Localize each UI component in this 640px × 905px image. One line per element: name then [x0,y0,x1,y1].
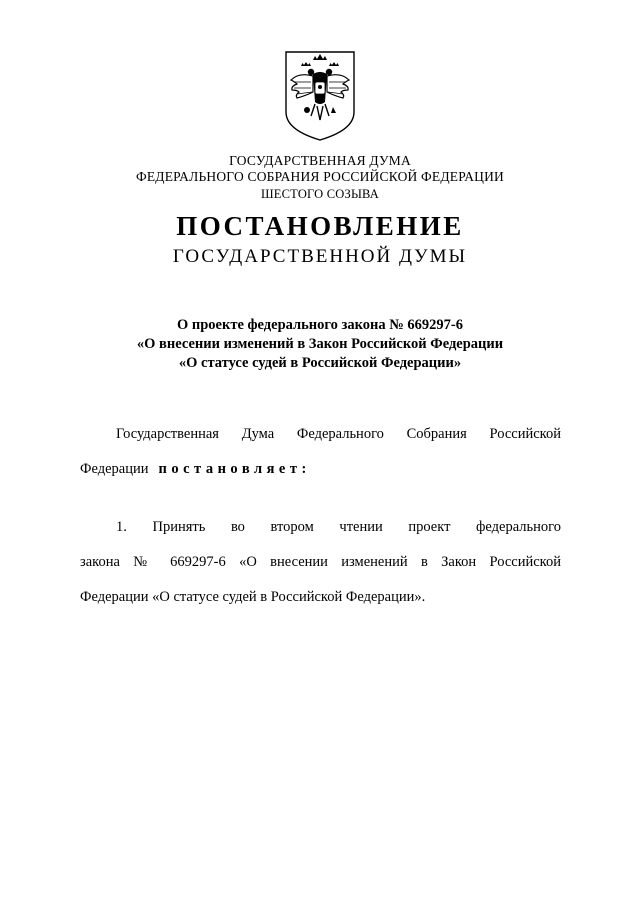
item-1-line-3: Федерации «О статусе судей в Российской Федерации». [80,589,426,605]
subject-line-3: «О статусе судей в Российской Федерации» [178,355,462,371]
intro-paragraph-line-2 [80,460,561,478]
header-assembly: ФЕДЕРАЛЬНОГО СОБРАНИЯ РОССИЙСКОЙ ФЕДЕРАЦИИ [136,169,504,184]
intro-paragraph-line-1: Государственная Дума Федерального Собрания Российской [116,426,561,442]
header-convocation: ШЕСТОГО СОЗЫВА [260,187,380,201]
item-1-line-1: 1. Принять во втором чтении проект федерального [116,519,561,535]
resolves-verb: постановляет: [158,461,311,477]
subject-line-2: «О внесении изменений в Закон Российской Федерации [136,336,504,352]
header-chamber: ГОСУДАРСТВЕННАЯ ДУМА [229,153,411,168]
coat-of-arms-icon [283,50,357,142]
document-subtitle: ГОСУДАРСТВЕННОЙ ДУМЫ [172,246,468,267]
document-title: ПОСТАНОВЛЕНИЕ [176,211,464,241]
intro-text: Федерации [80,461,149,477]
subject-line-1: О проекте федерального закона № 669297-6 [176,317,464,333]
item-1-line-2: закона № 669297-6 «О внесении изменений в Закон Российской [80,554,561,570]
